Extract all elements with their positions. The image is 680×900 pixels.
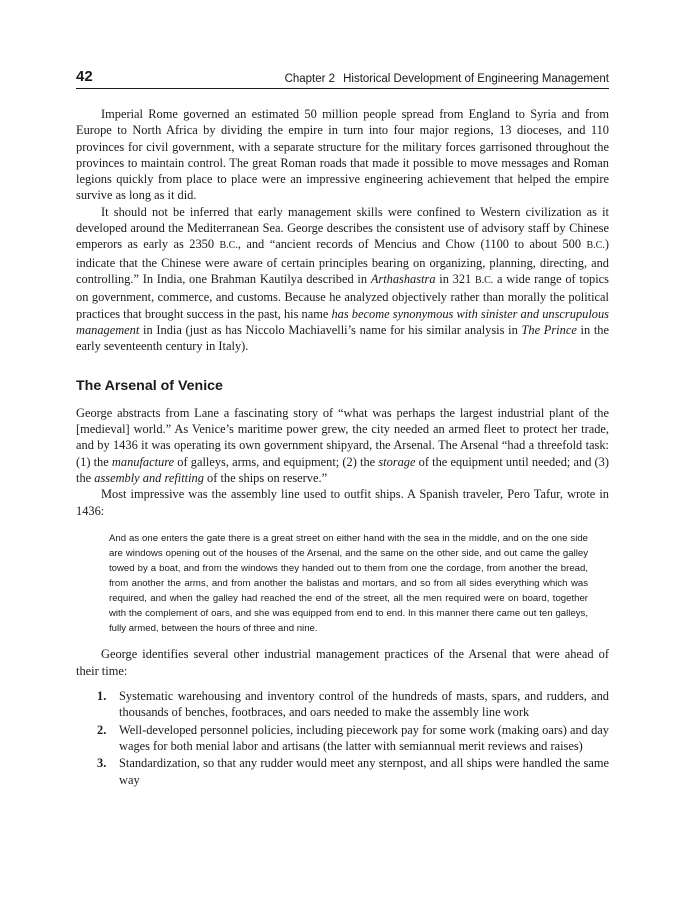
list-item (76, 688, 609, 721)
list-text: Systematic warehousing and inventory control of the hundreds of masts, spars, and rudders, and thousands of benches, footbraces, and oars needed to make the assembly line work (119, 689, 609, 720)
text-run: of galleys, arms, and equipment; (2) the (174, 454, 379, 469)
list-item (76, 755, 609, 788)
era-abbrev: B.C. (474, 274, 494, 286)
list-text: Standardization, so that any rudder would meet any sternpost, and all ships were handled the same way (119, 756, 609, 787)
book-title-arthashastra: Arthashastra (370, 271, 436, 286)
emphasis-run: assembly and refitting (94, 470, 204, 485)
running-head (285, 73, 609, 85)
text-run: George abstracts from Lane a fascinating story of “what was perhaps the largest industrial plant of the [medieval] world.” As Venice’s maritime power grew, the city needed an armed fleet to protect her trade, and by 1436 it was operating its own government shipyard, the Arsenal. The Arsenal “had a threefold task: (1) the (76, 405, 609, 469)
section-heading: The Arsenal of Venice (76, 378, 223, 395)
list-number: 1. (97, 689, 107, 704)
running-header (76, 68, 609, 89)
text-run: in the early seventeenth century in Italy). (76, 322, 610, 354)
paragraph-arsenal (76, 405, 609, 486)
text-run: in India (just as has Niccolo Machiavelli’s name for his similar analysis in (139, 322, 522, 337)
book-title-prince: The Prince (521, 322, 577, 337)
page-number: 42 (76, 68, 93, 85)
paragraph-early-management (76, 204, 609, 355)
list-text: Well-developed personnel policies, including piecework pay for some work (making oars) and day wages for both menial labor and artisans (the latter with semiannual merit reviews and raises) (119, 722, 609, 753)
emphasis-run: has become synonymous with sinister and unscrupulous management (76, 306, 609, 337)
paragraph-assembly-line: Most impressive was the assembly line used to outfit ships. A Spanish traveler, Pero Tafur, wrote in 1436: (76, 487, 609, 518)
emphasis-run: storage (378, 454, 416, 469)
list-item (76, 722, 609, 755)
text-run: of the ships on reserve.” (203, 470, 328, 485)
text-run: It should not be inferred that early management skills were confined to Western civilization as it developed around the Mediterranean Sea. George describes the consistent use of advisory staff by Chinese emperors as early as 2350 (76, 204, 609, 252)
list-number: 2. (97, 722, 107, 737)
list-number: 3. (97, 756, 107, 771)
body-text (76, 106, 609, 788)
text-run: in 321 (435, 271, 475, 286)
book-page (76, 68, 609, 789)
emphasis-run: manufacture (111, 454, 175, 469)
text-run: a wide range of topics on government, commerce, and customs. Because he analyzed objectively rather than morally the political practices that brought success in the past, his name (76, 271, 609, 321)
text-run: ) indicate that the Chinese were aware of certain principles bearing on organizing, planning, directing, and controlling.” In India, one Brahman Kautilya described in (76, 237, 609, 286)
paragraph-rome: Imperial Rome governed an estimated 50 million people spread from England to Syria and from Europe to North Africa by dividing the empire in turn into four major regions, 13 dioceses, and 110 provinces for civil government, with a separate structure for the military forces garrisoned throughout the provinces to maintain control. The great Roman roads that made it possible to move messages and Roman legions quickly from place to place were an impressive engineering achievement that helped the empire survive as long as it did. (76, 107, 609, 203)
chapter-label: Chapter 2 (284, 73, 336, 85)
chapter-title: Historical Development of Engineering Management (343, 73, 609, 85)
era-abbrev: B.C. (586, 240, 605, 252)
block-quote: And as one enters the gate there is a great street on either hand with the sea in the middle, and on the one side are windows opening out of the houses of the Arsenal, and the same on the other side, and out came the galley towed by a boat, and from the windows they handed out to them from one the cordage, from another the bread, from another the arms, and from another the balistas and mortars, and so from all sides everything which was required, and when the galley had reached the end of the street, all the men required were on board, together with the complement of oars, and she was equipped from end to end. In this manner there came out ten galleys, fully armed, between the hours of three and nine. (109, 532, 588, 635)
text-run: of the equipment until needed; and (3) the (76, 454, 610, 485)
text-run: , and “ancient records of Mencius and Chow (1100 to about 500 (237, 237, 587, 252)
practices-list (76, 688, 609, 788)
paragraph-practices: George identifies several other industrial management practices of the Arsenal that were ahead of their time: (76, 647, 609, 678)
era-abbrev: B.C. (219, 240, 238, 252)
